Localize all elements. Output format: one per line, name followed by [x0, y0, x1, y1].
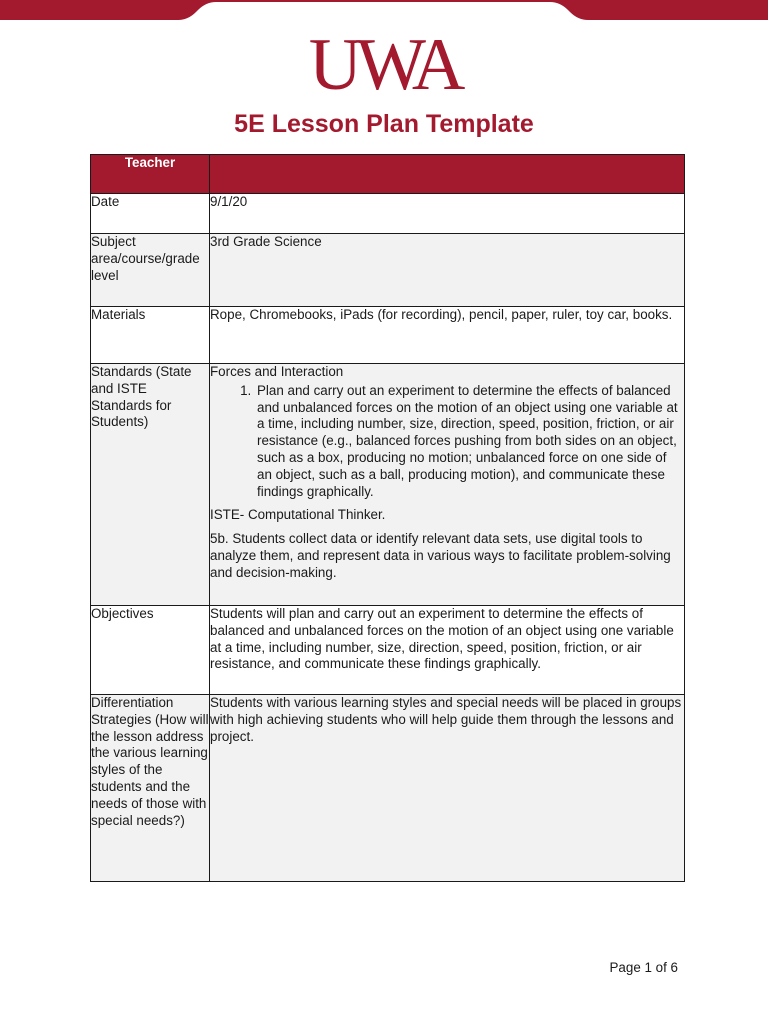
- document-title: 5E Lesson Plan Template: [234, 110, 534, 138]
- row-value: 3rd Grade Science: [210, 234, 685, 307]
- teacher-value: [210, 155, 685, 194]
- iste-heading: ISTE- Computational Thinker.: [210, 507, 386, 523]
- table-row-objectives: [91, 606, 685, 695]
- row-label: Differentiation Strategies (How will the lesson address the various learning styles of the students and the needs of those with special needs?): [91, 695, 210, 882]
- row-label: Date: [91, 194, 210, 234]
- table-header-row: [91, 155, 685, 194]
- row-label: Subject area/course/grade level: [91, 234, 210, 307]
- row-label: Objectives: [91, 606, 210, 695]
- iste-detail: 5b. Students collect data or identify relevant data sets, use digital tools to analyze them, and represent data in various ways to facilitate problem-solving and decision-making.: [210, 531, 671, 580]
- lesson-plan-table: [90, 154, 685, 882]
- row-label: Materials: [91, 307, 210, 364]
- row-value: 9/1/20: [210, 194, 685, 234]
- row-value: Students with various learning styles and special needs will be placed in groups with high achieving students who will help guide them through the lessons and project.: [210, 695, 685, 882]
- table-row-differentiation: [91, 695, 685, 882]
- table-row-standards: [91, 364, 685, 606]
- teacher-label: Teacher: [91, 155, 210, 194]
- standards-list: [210, 383, 684, 501]
- table-row-materials: [91, 307, 685, 364]
- list-item: 1. Plan and carry out an experiment to determine the effects of balanced and unbalanced forces on the motion of an object using one variable at a time, including number, size, direction, speed, position, friction, or air resistance (e.g., balanced forces pushing from both sides on an object, such as a box, producing no motion; unbalanced force on one side of an object, such as a ball, producing motion), and communicate these findings graphically.: [255, 383, 684, 501]
- standards-cell: [210, 364, 685, 606]
- page-number: Page 1 of 6: [609, 960, 678, 975]
- row-value: Students will plan and carry out an experiment to determine the effects of balanced and unbalanced forces on the motion of an object using one variable at a time, including number, size, direction, speed, position, friction, or air resistance, and communicate these findings graphically.: [210, 606, 685, 695]
- row-value: Rope, Chromebooks, iPads (for recording), pencil, paper, ruler, toy car, books.: [210, 307, 685, 364]
- table-row-date: [91, 194, 685, 234]
- uwa-logo: UWA: [308, 24, 460, 106]
- top-banner-band: [0, 0, 768, 20]
- table-row-subject: [91, 234, 685, 307]
- row-label: Standards (State and ISTE Standards for Students): [91, 364, 210, 606]
- standards-heading: Forces and Interaction: [210, 364, 344, 379]
